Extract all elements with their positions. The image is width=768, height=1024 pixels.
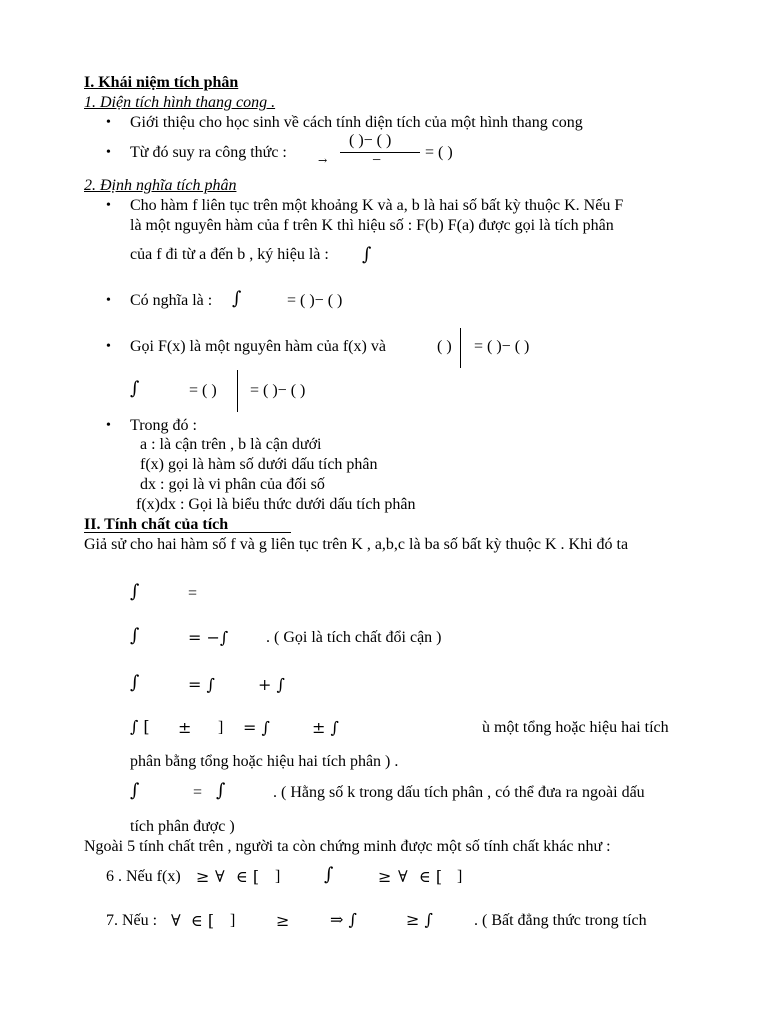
integral-symbol: ∫ [324, 864, 334, 885]
where-item: f(x) gọi là hàm số dưới dấu tích phân [140, 456, 378, 473]
integral-symbol: ∫ [130, 625, 140, 646]
formula-geq: ≥ ∫ [406, 910, 433, 929]
formula-denominator: − [372, 152, 382, 169]
property-note: tích phân được ) [130, 818, 235, 835]
integral-symbol: ∫ [216, 780, 226, 801]
formula-geq: ≥ [196, 867, 210, 886]
section-2-intro: Giả sử cho hai hàm số f và g liên tục trên K , a,b,c là ba số bất kỳ thuộc K . Khi đó ta [84, 536, 629, 553]
formula-bracket: ] [218, 719, 224, 736]
where-item: a : là cận trên , b là cận dưới [140, 436, 322, 453]
definition-line: • Cho hàm f liên tục trên một khoảng K và a, b là hai số bất kỳ thuộc K. Nếu F [130, 197, 623, 215]
integral-symbol: ∫ [362, 244, 372, 265]
subsection-1-1-title: 1. Diện tích hình thang cong . [84, 94, 276, 111]
formula-forall: ∀ [171, 911, 181, 930]
bullet-text: • Trong đó : [130, 417, 197, 435]
formula-rhs: = ( ) [425, 144, 453, 161]
property-note: . ( Bất đẳng thức trong tích [474, 912, 647, 929]
property-label: 7. Nếu : [106, 912, 158, 929]
where-item: f(x)dx : Gọi là biểu thức dưới dấu tích phân [136, 496, 416, 513]
formula-geq: ≥ [276, 911, 290, 930]
bullet-text: • Giới thiệu cho học sinh về cách tính diện tích của một hình thang cong [130, 114, 583, 132]
formula-lhs: ( ) [437, 338, 452, 355]
formula-bracket: ] [230, 912, 236, 929]
formula-pm: ± [178, 718, 192, 737]
formula-geq: ≥ [378, 867, 392, 886]
formula-rhs: = ( )− ( ) [250, 382, 306, 399]
property-note: ù một tổng hoặc hiệu hai tích [482, 719, 669, 736]
integral-bracket: ∫ [ [130, 717, 150, 736]
formula-bracket: ] [275, 868, 281, 885]
formula-rhs: = ( )− ( ) [287, 292, 343, 309]
where-item: dx : gọi là vi phân của đối số [140, 476, 325, 493]
formula-in: ∈ [ [191, 911, 215, 930]
formula-rhs: = ( )− ( ) [474, 338, 530, 355]
evaluation-bar [460, 328, 461, 368]
formula-eq: = ∫ [243, 718, 270, 737]
formula-eq: = [193, 784, 203, 801]
formula-plus: + ∫ [258, 675, 285, 694]
formula-eq: = [188, 585, 198, 602]
definition-line: là một nguyên hàm của f trên K thì hiệu số : F(b) F(a) được gọi là tích phân [130, 217, 614, 234]
formula-eq: = −∫ [188, 628, 229, 647]
formula-forall: ∀ [398, 867, 408, 886]
formula-bracket: ] [457, 868, 463, 885]
property-label: 6 . Nếu f(x) [106, 868, 181, 885]
section-2-title: II. Tính chất của tích [84, 516, 229, 533]
formula-mid: = ( ) [189, 382, 217, 399]
integral-symbol: ∫ [130, 672, 140, 693]
formula-in: ∈ [ [236, 867, 260, 886]
property-note: phân bằng tổng hoặc hiệu hai tích phân ) . [130, 753, 399, 770]
integral-symbol: ∫ [130, 581, 140, 602]
subsection-1-2-title: 2. Định nghĩa tích phân [84, 177, 237, 194]
formula-pm: ± ∫ [312, 718, 339, 737]
formula-arrow: → [318, 154, 328, 167]
formula-forall: ∀ [215, 867, 225, 886]
section-2-outro: Ngoài 5 tính chất trên , người ta còn chứng minh được một số tính chất khác như : [84, 838, 611, 855]
formula-in: ∈ [ [419, 867, 443, 886]
integral-symbol: ∫ [130, 378, 140, 399]
integral-symbol: ∫ [130, 780, 140, 801]
formula-eq: = ∫ [188, 675, 215, 694]
definition-line: của f đi từ a đến b , ký hiệu là : [130, 246, 329, 263]
bullet-text: • Có nghĩa là : [130, 292, 212, 310]
integral-symbol: ∫ [232, 288, 242, 309]
formula-implies: ⇒ ∫ [330, 910, 357, 929]
bullet-text: • Gọi F(x) là một nguyên hàm của f(x) và [130, 338, 386, 356]
property-note: . ( Hằng số k trong dấu tích phân , có thể đưa ra ngoài dấu [273, 784, 645, 801]
section-1-title: I. Khái niệm tích phân [84, 74, 239, 91]
bullet-text: • Từ đó suy ra công thức : [130, 144, 287, 162]
property-note: . ( Gọi là tích chất đổi cận ) [266, 629, 442, 646]
section-2-underline [84, 532, 291, 533]
formula-numerator: ( )− ( ) [349, 132, 392, 149]
evaluation-bar [237, 370, 238, 412]
